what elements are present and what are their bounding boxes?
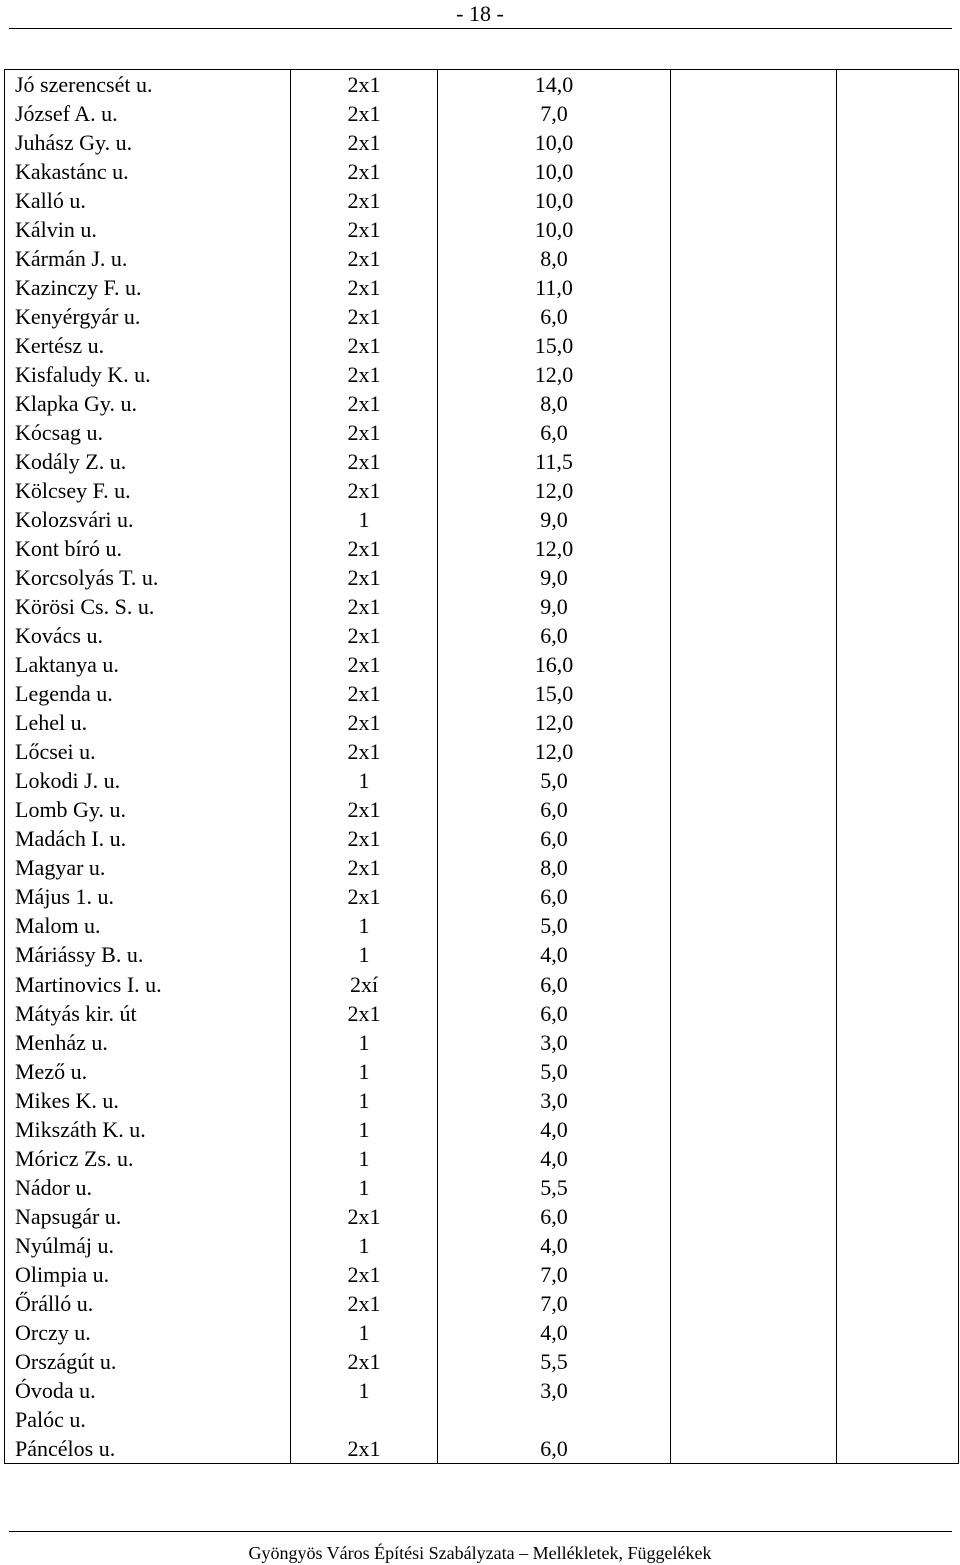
table-row bbox=[5, 621, 959, 650]
table-row bbox=[5, 447, 959, 476]
empty-cell bbox=[837, 1086, 959, 1115]
width-value-cell: 7,0 bbox=[438, 99, 671, 128]
lane-type-cell: 1 bbox=[291, 505, 438, 534]
empty-cell bbox=[671, 1202, 837, 1231]
width-value-cell: 5,0 bbox=[438, 766, 671, 795]
empty-cell bbox=[671, 1434, 837, 1464]
street-name-cell: Malom u. bbox=[5, 911, 291, 940]
lane-type-cell: 1 bbox=[291, 1057, 438, 1086]
empty-cell bbox=[837, 186, 959, 215]
empty-cell bbox=[671, 186, 837, 215]
width-value-cell: 4,0 bbox=[438, 1144, 671, 1173]
width-value-cell: 6,0 bbox=[438, 999, 671, 1028]
width-value-cell: 3,0 bbox=[438, 1086, 671, 1115]
street-name-cell: Páncélos u. bbox=[5, 1434, 291, 1464]
street-name-cell: Kisfaludy K. u. bbox=[5, 360, 291, 389]
empty-cell bbox=[671, 563, 837, 592]
empty-cell bbox=[837, 853, 959, 882]
lane-type-cell: 2x1 bbox=[291, 563, 438, 592]
street-name-cell: Lomb Gy. u. bbox=[5, 795, 291, 824]
street-name-cell: Kolozsvári u. bbox=[5, 505, 291, 534]
street-name-cell: Kakastánc u. bbox=[5, 157, 291, 186]
empty-cell bbox=[837, 592, 959, 621]
street-name-cell: Madách I. u. bbox=[5, 824, 291, 853]
empty-cell bbox=[837, 70, 959, 100]
street-name-cell: József A. u. bbox=[5, 99, 291, 128]
width-value-cell: 8,0 bbox=[438, 389, 671, 418]
lane-type-cell: 1 bbox=[291, 1086, 438, 1115]
empty-cell bbox=[671, 1260, 837, 1289]
empty-cell bbox=[671, 360, 837, 389]
street-name-cell: Móricz Zs. u. bbox=[5, 1144, 291, 1173]
street-name-cell: Óvoda u. bbox=[5, 1376, 291, 1405]
lane-type-cell: 2x1 bbox=[291, 215, 438, 244]
lane-type-cell: 1 bbox=[291, 1144, 438, 1173]
empty-cell bbox=[837, 273, 959, 302]
empty-cell bbox=[837, 708, 959, 737]
empty-cell bbox=[837, 679, 959, 708]
empty-cell bbox=[837, 1260, 959, 1289]
empty-cell bbox=[837, 795, 959, 824]
empty-cell bbox=[671, 708, 837, 737]
width-value-cell: 6,0 bbox=[438, 969, 671, 998]
lane-type-cell: 1 bbox=[291, 1028, 438, 1057]
width-value-cell: 5,0 bbox=[438, 911, 671, 940]
empty-cell bbox=[671, 940, 837, 969]
empty-cell bbox=[837, 157, 959, 186]
empty-cell bbox=[837, 215, 959, 244]
street-name-cell: Kovács u. bbox=[5, 621, 291, 650]
lane-type-cell: 2x1 bbox=[291, 824, 438, 853]
street-name-cell: Május 1. u. bbox=[5, 882, 291, 911]
lane-type-cell: 2x1 bbox=[291, 70, 438, 100]
street-name-cell: Kálvin u. bbox=[5, 215, 291, 244]
street-name-cell: Őrálló u. bbox=[5, 1289, 291, 1318]
width-value-cell: 10,0 bbox=[438, 157, 671, 186]
empty-cell bbox=[671, 215, 837, 244]
lane-type-cell: 2x1 bbox=[291, 1260, 438, 1289]
table-row bbox=[5, 1260, 959, 1289]
empty-cell bbox=[837, 331, 959, 360]
lane-type-cell bbox=[291, 1405, 438, 1434]
lane-type-cell: 2x1 bbox=[291, 795, 438, 824]
table-row bbox=[5, 1376, 959, 1405]
street-name-cell: Palóc u. bbox=[5, 1405, 291, 1434]
empty-cell bbox=[671, 1057, 837, 1086]
table-row bbox=[5, 70, 959, 100]
table-row bbox=[5, 1202, 959, 1231]
lane-type-cell: 2x1 bbox=[291, 882, 438, 911]
empty-cell bbox=[837, 1376, 959, 1405]
table-row bbox=[5, 1347, 959, 1376]
width-value-cell: 8,0 bbox=[438, 853, 671, 882]
width-value-cell: 9,0 bbox=[438, 592, 671, 621]
street-table-container bbox=[4, 69, 958, 1464]
empty-cell bbox=[837, 128, 959, 157]
table-row bbox=[5, 1434, 959, 1464]
street-name-cell: Jó szerencsét u. bbox=[5, 70, 291, 100]
empty-cell bbox=[671, 99, 837, 128]
table-row bbox=[5, 99, 959, 128]
width-value-cell: 8,0 bbox=[438, 244, 671, 273]
empty-cell bbox=[837, 882, 959, 911]
street-name-cell: Olimpia u. bbox=[5, 1260, 291, 1289]
lane-type-cell: 2x1 bbox=[291, 1434, 438, 1464]
lane-type-cell: 2x1 bbox=[291, 1202, 438, 1231]
width-value-cell: 4,0 bbox=[438, 1115, 671, 1144]
empty-cell bbox=[837, 244, 959, 273]
street-name-cell: Orczy u. bbox=[5, 1318, 291, 1347]
width-value-cell: 15,0 bbox=[438, 331, 671, 360]
empty-cell bbox=[837, 1434, 959, 1464]
width-value-cell: 6,0 bbox=[438, 824, 671, 853]
street-name-cell: Kölcsey F. u. bbox=[5, 476, 291, 505]
empty-cell bbox=[671, 157, 837, 186]
empty-cell bbox=[671, 418, 837, 447]
table-row bbox=[5, 505, 959, 534]
table-row bbox=[5, 592, 959, 621]
width-value-cell: 5,5 bbox=[438, 1347, 671, 1376]
empty-cell bbox=[837, 1202, 959, 1231]
empty-cell bbox=[837, 1057, 959, 1086]
empty-cell bbox=[671, 679, 837, 708]
lane-type-cell: 2x1 bbox=[291, 418, 438, 447]
empty-cell bbox=[837, 99, 959, 128]
empty-cell bbox=[837, 766, 959, 795]
table-row bbox=[5, 389, 959, 418]
empty-cell bbox=[671, 1318, 837, 1347]
width-value-cell: 6,0 bbox=[438, 1202, 671, 1231]
street-name-cell: Lehel u. bbox=[5, 708, 291, 737]
empty-cell bbox=[671, 737, 837, 766]
empty-cell bbox=[837, 1028, 959, 1057]
width-value-cell: 10,0 bbox=[438, 186, 671, 215]
lane-type-cell: 2x1 bbox=[291, 999, 438, 1028]
table-row bbox=[5, 766, 959, 795]
empty-cell bbox=[671, 650, 837, 679]
street-name-cell: Mikes K. u. bbox=[5, 1086, 291, 1115]
street-name-cell: Mező u. bbox=[5, 1057, 291, 1086]
empty-cell bbox=[837, 824, 959, 853]
width-value-cell: 9,0 bbox=[438, 563, 671, 592]
empty-cell bbox=[837, 1173, 959, 1202]
width-value-cell bbox=[438, 1405, 671, 1434]
lane-type-cell: 2x1 bbox=[291, 157, 438, 186]
street-name-cell: Kócsag u. bbox=[5, 418, 291, 447]
empty-cell bbox=[671, 882, 837, 911]
street-name-cell: Máriássy B. u. bbox=[5, 940, 291, 969]
width-value-cell: 5,5 bbox=[438, 1173, 671, 1202]
table-row bbox=[5, 534, 959, 563]
street-table-body bbox=[5, 70, 959, 1464]
table-row bbox=[5, 940, 959, 969]
footer-text: Gyöngyös Város Építési Szabályzata – Mellékletek, Függelékek bbox=[248, 1543, 712, 1563]
empty-cell bbox=[671, 1231, 837, 1260]
street-name-cell: Lokodi J. u. bbox=[5, 766, 291, 795]
street-name-cell: Korcsolyás T. u. bbox=[5, 563, 291, 592]
lane-type-cell: 2x1 bbox=[291, 534, 438, 563]
street-name-cell: Napsugár u. bbox=[5, 1202, 291, 1231]
empty-cell bbox=[671, 999, 837, 1028]
empty-cell bbox=[837, 737, 959, 766]
table-row bbox=[5, 476, 959, 505]
empty-cell bbox=[671, 1173, 837, 1202]
table-row bbox=[5, 1289, 959, 1318]
table-row bbox=[5, 1405, 959, 1434]
street-name-cell: Nyúlmáj u. bbox=[5, 1231, 291, 1260]
width-value-cell: 12,0 bbox=[438, 534, 671, 563]
table-row bbox=[5, 795, 959, 824]
street-name-cell: Kenyérgyár u. bbox=[5, 302, 291, 331]
width-value-cell: 12,0 bbox=[438, 708, 671, 737]
width-value-cell: 5,0 bbox=[438, 1057, 671, 1086]
empty-cell bbox=[671, 70, 837, 100]
lane-type-cell: 2x1 bbox=[291, 650, 438, 679]
width-value-cell: 11,5 bbox=[438, 447, 671, 476]
width-value-cell: 6,0 bbox=[438, 302, 671, 331]
header-rule bbox=[9, 28, 952, 29]
empty-cell bbox=[671, 505, 837, 534]
table-row bbox=[5, 215, 959, 244]
width-value-cell: 12,0 bbox=[438, 476, 671, 505]
empty-cell bbox=[671, 824, 837, 853]
empty-cell bbox=[671, 1086, 837, 1115]
table-row bbox=[5, 911, 959, 940]
empty-cell bbox=[837, 505, 959, 534]
width-value-cell: 10,0 bbox=[438, 215, 671, 244]
width-value-cell: 6,0 bbox=[438, 621, 671, 650]
street-name-cell: Körösi Cs. S. u. bbox=[5, 592, 291, 621]
empty-cell bbox=[837, 1144, 959, 1173]
table-row bbox=[5, 1318, 959, 1347]
empty-cell bbox=[837, 911, 959, 940]
lane-type-cell: 1 bbox=[291, 1231, 438, 1260]
width-value-cell: 15,0 bbox=[438, 679, 671, 708]
table-row bbox=[5, 969, 959, 998]
lane-type-cell: 2x1 bbox=[291, 476, 438, 505]
lane-type-cell: 2x1 bbox=[291, 592, 438, 621]
lane-type-cell: 2x1 bbox=[291, 186, 438, 215]
table-row bbox=[5, 186, 959, 215]
table-row bbox=[5, 157, 959, 186]
lane-type-cell: 2x1 bbox=[291, 737, 438, 766]
empty-cell bbox=[837, 1347, 959, 1376]
width-value-cell: 12,0 bbox=[438, 360, 671, 389]
table-row bbox=[5, 1086, 959, 1115]
table-row bbox=[5, 708, 959, 737]
empty-cell bbox=[671, 795, 837, 824]
width-value-cell: 14,0 bbox=[438, 70, 671, 100]
street-name-cell: Kalló u. bbox=[5, 186, 291, 215]
table-row bbox=[5, 360, 959, 389]
street-name-cell: Kazinczy F. u. bbox=[5, 273, 291, 302]
empty-cell bbox=[671, 1347, 837, 1376]
empty-cell bbox=[837, 1318, 959, 1347]
table-row bbox=[5, 244, 959, 273]
street-name-cell: Kármán J. u. bbox=[5, 244, 291, 273]
street-name-cell: Nádor u. bbox=[5, 1173, 291, 1202]
street-name-cell: Menház u. bbox=[5, 1028, 291, 1057]
width-value-cell: 3,0 bbox=[438, 1028, 671, 1057]
empty-cell bbox=[837, 418, 959, 447]
empty-cell bbox=[837, 969, 959, 998]
table-row bbox=[5, 273, 959, 302]
empty-cell bbox=[671, 244, 837, 273]
table-row bbox=[5, 999, 959, 1028]
width-value-cell: 16,0 bbox=[438, 650, 671, 679]
empty-cell bbox=[671, 534, 837, 563]
empty-cell bbox=[837, 1115, 959, 1144]
table-row bbox=[5, 563, 959, 592]
lane-type-cell: 1 bbox=[291, 1318, 438, 1347]
empty-cell bbox=[837, 1289, 959, 1318]
width-value-cell: 6,0 bbox=[438, 418, 671, 447]
empty-cell bbox=[837, 1231, 959, 1260]
empty-cell bbox=[671, 1144, 837, 1173]
width-value-cell: 4,0 bbox=[438, 1318, 671, 1347]
empty-cell bbox=[671, 1115, 837, 1144]
street-name-cell: Klapka Gy. u. bbox=[5, 389, 291, 418]
table-row bbox=[5, 1028, 959, 1057]
table-row bbox=[5, 418, 959, 447]
empty-cell bbox=[671, 766, 837, 795]
empty-cell bbox=[837, 1405, 959, 1434]
empty-cell bbox=[671, 621, 837, 650]
street-name-cell: Laktanya u. bbox=[5, 650, 291, 679]
table-row bbox=[5, 331, 959, 360]
street-name-cell: Juhász Gy. u. bbox=[5, 128, 291, 157]
table-row bbox=[5, 1144, 959, 1173]
empty-cell bbox=[837, 563, 959, 592]
empty-cell bbox=[671, 389, 837, 418]
lane-type-cell: 2xí bbox=[291, 969, 438, 998]
street-name-cell: Kodály Z. u. bbox=[5, 447, 291, 476]
lane-type-cell: 2x1 bbox=[291, 389, 438, 418]
empty-cell bbox=[671, 969, 837, 998]
empty-cell bbox=[671, 273, 837, 302]
width-value-cell: 4,0 bbox=[438, 940, 671, 969]
table-row bbox=[5, 882, 959, 911]
lane-type-cell: 1 bbox=[291, 1376, 438, 1405]
street-name-cell: Kertész u. bbox=[5, 331, 291, 360]
page-number: - 18 - bbox=[456, 1, 504, 26]
empty-cell bbox=[671, 476, 837, 505]
table-row bbox=[5, 679, 959, 708]
lane-type-cell: 2x1 bbox=[291, 244, 438, 273]
width-value-cell: 3,0 bbox=[438, 1376, 671, 1405]
width-value-cell: 12,0 bbox=[438, 737, 671, 766]
empty-cell bbox=[837, 360, 959, 389]
table-row bbox=[5, 853, 959, 882]
empty-cell bbox=[671, 1289, 837, 1318]
empty-cell bbox=[837, 476, 959, 505]
table-row bbox=[5, 1057, 959, 1086]
lane-type-cell: 2x1 bbox=[291, 302, 438, 331]
empty-cell bbox=[837, 621, 959, 650]
table-row bbox=[5, 1231, 959, 1260]
empty-cell bbox=[837, 447, 959, 476]
lane-type-cell: 2x1 bbox=[291, 1347, 438, 1376]
lane-type-cell: 1 bbox=[291, 911, 438, 940]
street-name-cell: Mátyás kir. út bbox=[5, 999, 291, 1028]
lane-type-cell: 2x1 bbox=[291, 708, 438, 737]
empty-cell bbox=[671, 128, 837, 157]
lane-type-cell: 1 bbox=[291, 1115, 438, 1144]
width-value-cell: 9,0 bbox=[438, 505, 671, 534]
lane-type-cell: 2x1 bbox=[291, 1289, 438, 1318]
table-row bbox=[5, 128, 959, 157]
lane-type-cell: 2x1 bbox=[291, 128, 438, 157]
lane-type-cell: 2x1 bbox=[291, 99, 438, 128]
empty-cell bbox=[671, 911, 837, 940]
lane-type-cell: 2x1 bbox=[291, 360, 438, 389]
empty-cell bbox=[671, 853, 837, 882]
street-name-cell: Legenda u. bbox=[5, 679, 291, 708]
street-name-cell: Magyar u. bbox=[5, 853, 291, 882]
width-value-cell: 7,0 bbox=[438, 1260, 671, 1289]
street-name-cell: Martinovics I. u. bbox=[5, 969, 291, 998]
table-row bbox=[5, 824, 959, 853]
empty-cell bbox=[837, 940, 959, 969]
empty-cell bbox=[671, 592, 837, 621]
empty-cell bbox=[671, 447, 837, 476]
width-value-cell: 11,0 bbox=[438, 273, 671, 302]
lane-type-cell: 1 bbox=[291, 766, 438, 795]
empty-cell bbox=[837, 534, 959, 563]
lane-type-cell: 2x1 bbox=[291, 273, 438, 302]
lane-type-cell: 2x1 bbox=[291, 331, 438, 360]
street-name-cell: Kont bíró u. bbox=[5, 534, 291, 563]
table-row bbox=[5, 1115, 959, 1144]
width-value-cell: 4,0 bbox=[438, 1231, 671, 1260]
empty-cell bbox=[671, 1028, 837, 1057]
empty-cell bbox=[671, 1376, 837, 1405]
lane-type-cell: 2x1 bbox=[291, 621, 438, 650]
empty-cell bbox=[671, 302, 837, 331]
street-name-cell: Mikszáth K. u. bbox=[5, 1115, 291, 1144]
street-table bbox=[4, 69, 959, 1464]
table-row bbox=[5, 302, 959, 331]
footer-rule bbox=[9, 1531, 952, 1532]
width-value-cell: 6,0 bbox=[438, 795, 671, 824]
width-value-cell: 6,0 bbox=[438, 882, 671, 911]
street-name-cell: Országút u. bbox=[5, 1347, 291, 1376]
table-row bbox=[5, 737, 959, 766]
width-value-cell: 10,0 bbox=[438, 128, 671, 157]
empty-cell bbox=[837, 389, 959, 418]
width-value-cell: 6,0 bbox=[438, 1434, 671, 1464]
table-row bbox=[5, 1173, 959, 1202]
empty-cell bbox=[671, 331, 837, 360]
empty-cell bbox=[837, 999, 959, 1028]
lane-type-cell: 1 bbox=[291, 940, 438, 969]
street-name-cell: Lőcsei u. bbox=[5, 737, 291, 766]
empty-cell bbox=[671, 1405, 837, 1434]
table-row bbox=[5, 650, 959, 679]
lane-type-cell: 1 bbox=[291, 1173, 438, 1202]
lane-type-cell: 2x1 bbox=[291, 853, 438, 882]
width-value-cell: 7,0 bbox=[438, 1289, 671, 1318]
empty-cell bbox=[837, 650, 959, 679]
lane-type-cell: 2x1 bbox=[291, 447, 438, 476]
lane-type-cell: 2x1 bbox=[291, 679, 438, 708]
empty-cell bbox=[837, 302, 959, 331]
